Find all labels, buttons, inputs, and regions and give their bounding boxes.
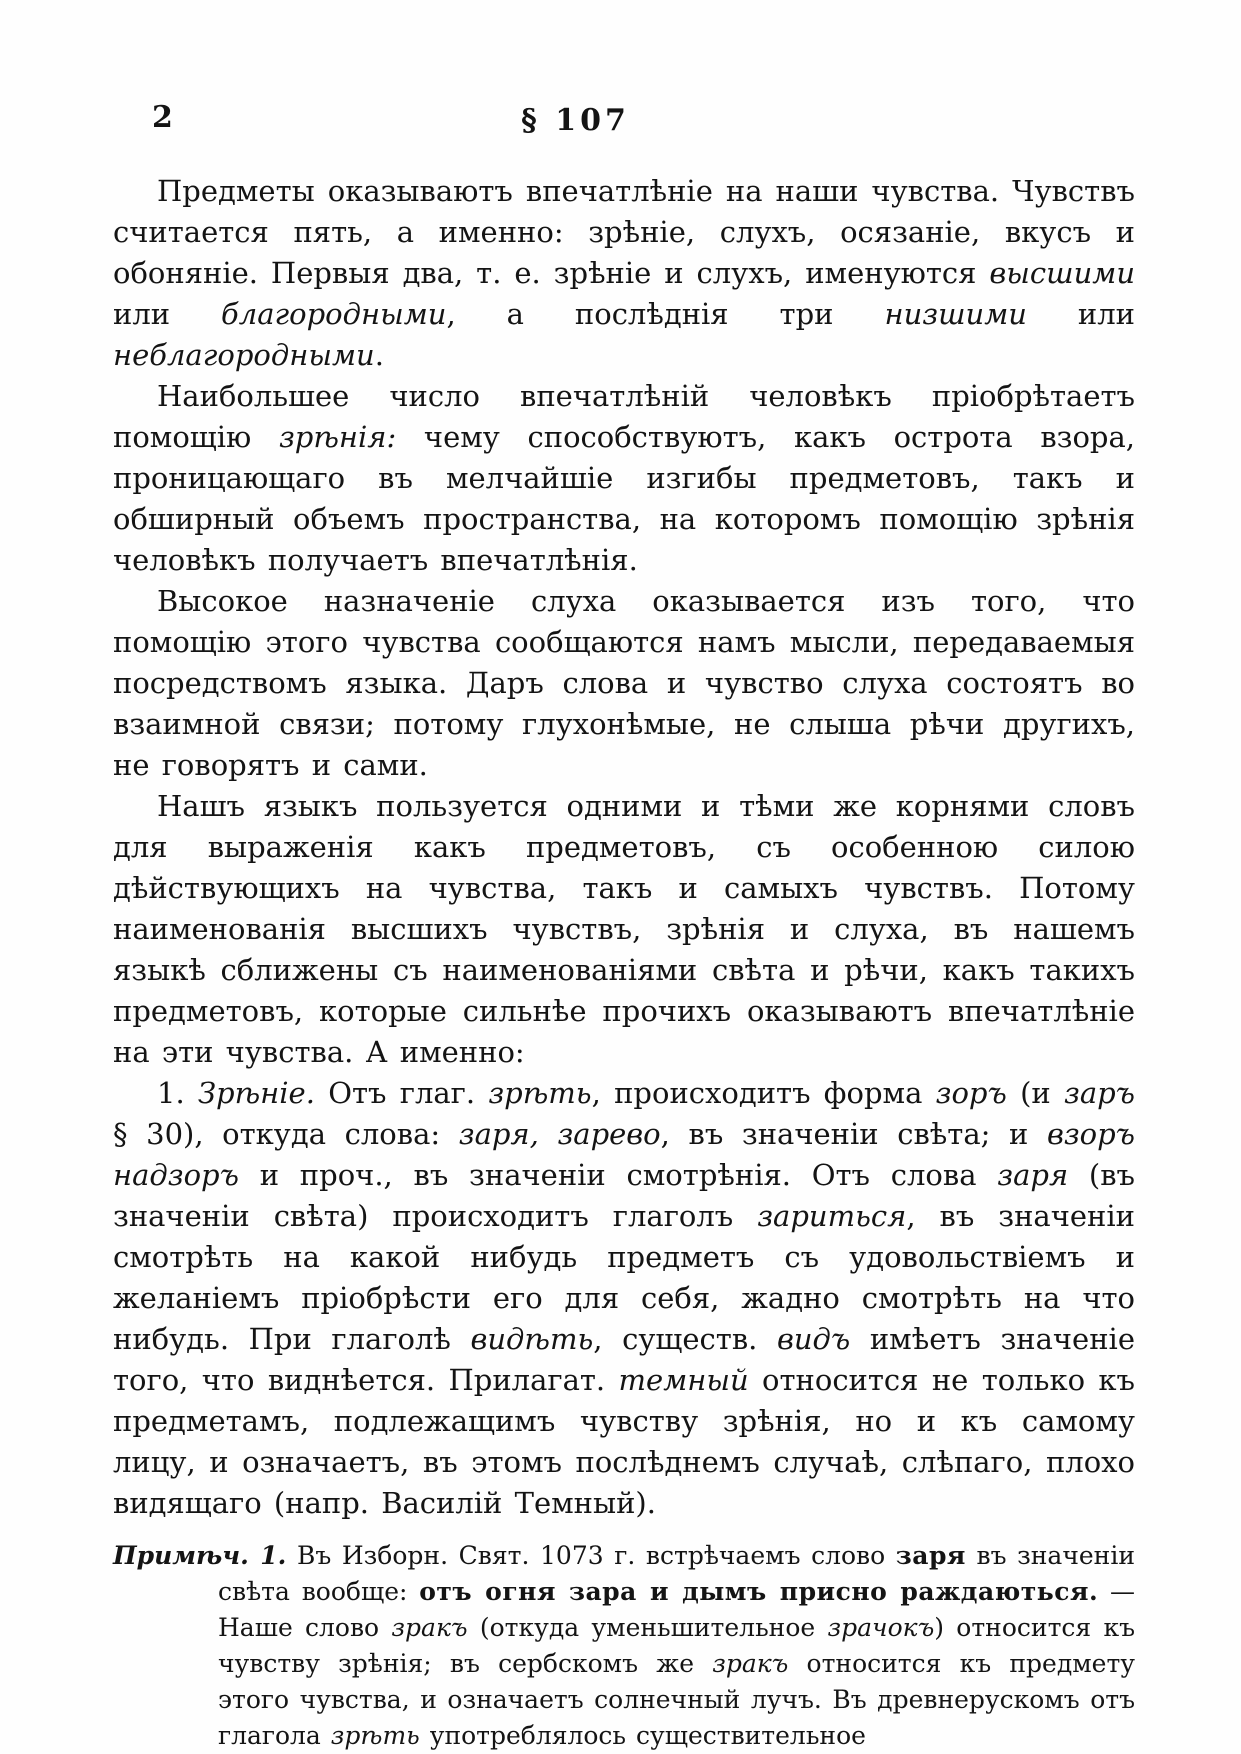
text-segment-normal: —Наше слово bbox=[218, 1577, 1136, 1642]
text-segment-italic: высшими bbox=[989, 256, 1135, 290]
text-segment-label: Примѣч. 1. bbox=[113, 1541, 287, 1570]
text-segment-normal: чему способствуютъ, какъ острота взора, проницающаго въ мелчайшіе изгибы предметовъ, такъ и обширный объемъ пространства, на которомъ помощію зрѣнія человѣкъ получаетъ впечатлѣнія. bbox=[113, 420, 1135, 577]
text-segment-italic: зариться bbox=[757, 1199, 907, 1233]
body-paragraph bbox=[113, 581, 1135, 786]
text-segment-normal: Предметы оказываютъ впечатлѣніе на наши чувства. Чувствъ считается пять, а именно: зрѣніе, слухъ, осязаніе, вкусъ и обоняніе. Первыя два, т. е. зрѣніе и слухъ, именуются bbox=[113, 174, 1135, 290]
text-segment-normal: Отъ глаг. bbox=[314, 1076, 489, 1110]
text-segment-italic: зрѣть bbox=[330, 1721, 420, 1750]
text-segment-normal: 1. bbox=[157, 1076, 198, 1110]
text-segment-normal: , а послѣднія три bbox=[446, 297, 885, 331]
text-segment-italic: благородными bbox=[221, 297, 447, 331]
text-segment-italic: заръ bbox=[1064, 1076, 1135, 1110]
text-segment-italic: видъ bbox=[776, 1322, 851, 1356]
text-segment-normal: , происходитъ форма bbox=[591, 1076, 936, 1110]
text-segment-normal: относится не только къ предметамъ, подлежащимъ чувству зрѣнія, но и къ самому лицу, и означаетъ, въ этомъ послѣднемъ случаѣ, слѣпаго, плохо видящаго (напр. Василій Темный). bbox=[113, 1363, 1135, 1520]
page-number: 2 bbox=[152, 100, 173, 135]
text-segment-normal: (въ значеніи свѣта) происходитъ глаголъ bbox=[113, 1158, 1136, 1233]
text-segment-church: отъ огня зара и дымъ присно раждаються. bbox=[419, 1577, 1099, 1606]
text-segment-normal: . bbox=[374, 338, 384, 372]
page-header bbox=[0, 0, 1241, 143]
text-segment-italic: зрачокъ bbox=[827, 1613, 935, 1642]
text-segment-italic: взоръ надзоръ bbox=[113, 1117, 1136, 1192]
text-segment-italic: неблагородными bbox=[113, 338, 375, 372]
text-segment-italic: зоръ bbox=[935, 1076, 1007, 1110]
body-paragraph bbox=[113, 376, 1135, 581]
text-segment-normal: , существ. bbox=[593, 1322, 777, 1356]
text-segment-italic: зрѣнія: bbox=[278, 420, 397, 454]
text-segment-italic: зракъ bbox=[391, 1613, 468, 1642]
body-paragraph bbox=[113, 171, 1135, 376]
text-segment-italic: темный bbox=[618, 1363, 749, 1397]
text-segment-italic: заря bbox=[997, 1158, 1069, 1192]
text-segment-normal: или bbox=[113, 297, 222, 331]
text-segment-church: заря bbox=[895, 1541, 966, 1570]
text-segment-normal: Наибольшее число впечатлѣній человѣкъ пріобрѣтаетъ помощію bbox=[113, 379, 1135, 454]
body-paragraph bbox=[113, 786, 1135, 1073]
footnote-paragraph bbox=[113, 1538, 1135, 1754]
text-block bbox=[113, 171, 1135, 1754]
text-segment-italic: заря, зарево bbox=[458, 1117, 661, 1151]
text-segment-italic: Зрѣніе. bbox=[197, 1076, 315, 1110]
text-segment-normal: , въ значеніи свѣта; и bbox=[660, 1117, 1047, 1151]
text-segment-normal: и проч., въ значеніи смотрѣнія. Отъ слова bbox=[238, 1158, 998, 1192]
text-segment-normal: , въ значеніи смотрѣть на какой нибудь предметъ съ удовольствіемъ и желаніемъ пріобрѣсти его для себя, жадно смотрѣть на что нибудь. При глаголѣ bbox=[113, 1199, 1135, 1356]
text-segment-normal: Въ Изборн. Свят. 1073 г. встрѣчаемъ слово bbox=[286, 1541, 896, 1570]
text-segment-normal: § 30), откуда слова: bbox=[113, 1117, 459, 1151]
text-segment-italic: зракъ bbox=[712, 1649, 789, 1678]
section-header: § 107 bbox=[521, 103, 630, 138]
text-segment-normal: или bbox=[1026, 297, 1135, 331]
text-segment-normal: употреблялось существительное bbox=[419, 1721, 866, 1750]
text-segment-italic: низшими bbox=[884, 297, 1027, 331]
text-segment-normal: Высокое назначеніе слуха оказывается изъ того, что помощію этого чувства сообщаются намъ мысли, передаваемыя посредствомъ языка. Даръ слова и чувство слуха состоятъ во взаимной связи; потому глухонѣмые, не слыша рѣчи другихъ, не говорятъ и сами. bbox=[113, 584, 1135, 782]
text-segment-normal: относится къ предмету этого чувства, и означаетъ солнечный лучъ. Въ древнерускомъ отъ глагола bbox=[218, 1649, 1135, 1750]
text-segment-normal: Нашъ языкъ пользуется одними и тѣми же корнями словъ для выраженія какъ предметовъ, съ особенною силою дѣйствующихъ на чувства, такъ и самыхъ чувствъ. Потому наименованія высшихъ чувствъ, зрѣнія и слуха, въ нашемъ языкѣ сближены съ наименованіями свѣта и рѣчи, какъ такихъ предметовъ, которые сильнѣе прочихъ оказываютъ впечатлѣніе на эти чувства. А именно: bbox=[113, 789, 1135, 1069]
text-segment-italic: видѣть bbox=[470, 1322, 594, 1356]
text-segment-normal: въ значеніи свѣта вообще: bbox=[218, 1541, 1135, 1606]
text-segment-normal: ) относится къ чувству зрѣнія; въ сербскомъ же bbox=[218, 1613, 1136, 1678]
body-paragraph bbox=[113, 1073, 1135, 1524]
text-segment-normal: имѣетъ значеніе того, что виднѣется. Прилагат. bbox=[113, 1322, 1135, 1397]
text-segment-normal: (и bbox=[1006, 1076, 1064, 1110]
text-segment-normal: (откуда уменьшительное bbox=[467, 1613, 828, 1642]
text-segment-italic: зрѣть bbox=[488, 1076, 592, 1110]
